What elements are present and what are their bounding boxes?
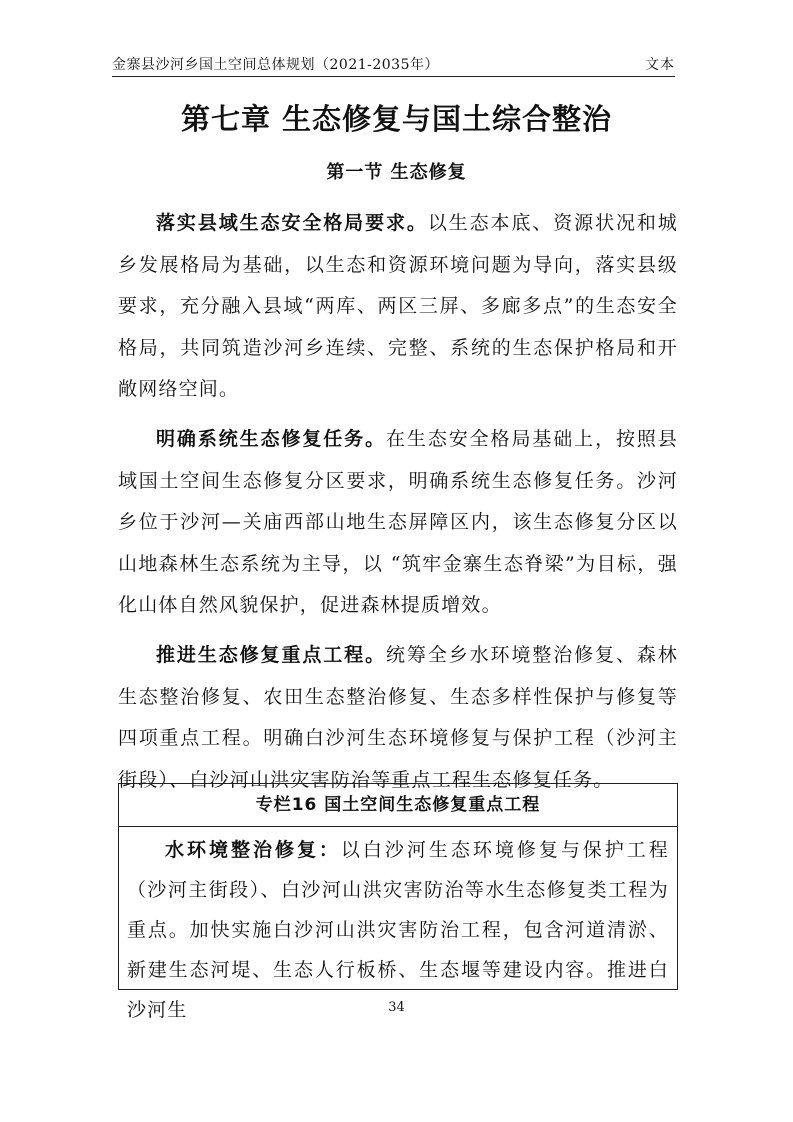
page-number: 34: [388, 1000, 405, 1015]
paragraph-text: 统筹全乡水环境整治修复、森林生态整治修复、农田生态整治修复、生态多样性保护与修复等四项重点工程。明确白沙河生态环境修复与保护工程（沙河主街段）、白沙河山洪灾害防治等重点工程生态修复任务。: [118, 643, 679, 791]
paragraph: [118, 419, 678, 627]
body-text: [118, 203, 678, 809]
paragraph-text: 在生态安全格局基础上，按照县域国土空间生态修复分区要求，明确系统生态修复任务。沙河乡位于沙河—关庙西部山地生态屏障区内，该生态修复分区以山地森林生态系统为主导，以 “筑牢金寨生态脊梁”为目标，强化山体自然风貌保护，促进森林提质增效。: [118, 427, 679, 617]
header-section-label: 文本: [645, 57, 675, 73]
paragraph-lead: 明确系统生态修复任务。: [156, 427, 386, 450]
special-column-text: 以白沙河生态环境修复与保护工程（沙河主街段）、白沙河山洪灾害防治等水生态修复类工程为重点。加快实施白沙河山洪灾害防治工程，包含河道清淤、新建生态河堤、生态人行板桥、生态堰等建设内容。推进白沙河生: [127, 839, 669, 1021]
chapter-title: 第七章 生态修复与国土综合整治: [180, 102, 613, 136]
special-column-title: 专栏16 国土空间生态修复重点工程: [119, 784, 677, 827]
paragraph-lead: 推进生态修复重点工程。: [156, 643, 386, 666]
paragraph-lead: 落实县域生态安全格局要求。: [156, 212, 428, 234]
section-title: 第一节 生态修复: [326, 162, 467, 183]
page-header: [112, 50, 675, 77]
special-column-lead: 水环境整治修复：: [165, 839, 341, 861]
header-document-title: 金寨县沙河乡国土空间总体规划（2021-2035年）: [112, 57, 439, 73]
paragraph: [118, 203, 678, 411]
paragraph: [118, 635, 678, 801]
paragraph-text: 以生态本底、资源状况和城乡发展格局为基础，以生态和资源环境问题为导向，落实县级要求，充分融入县域“两库、两区三屏、多廊多点”的生态安全格局，共同筑造沙河乡连续、完整、系统的生态保护格局和开敞网络空间。: [118, 212, 678, 401]
